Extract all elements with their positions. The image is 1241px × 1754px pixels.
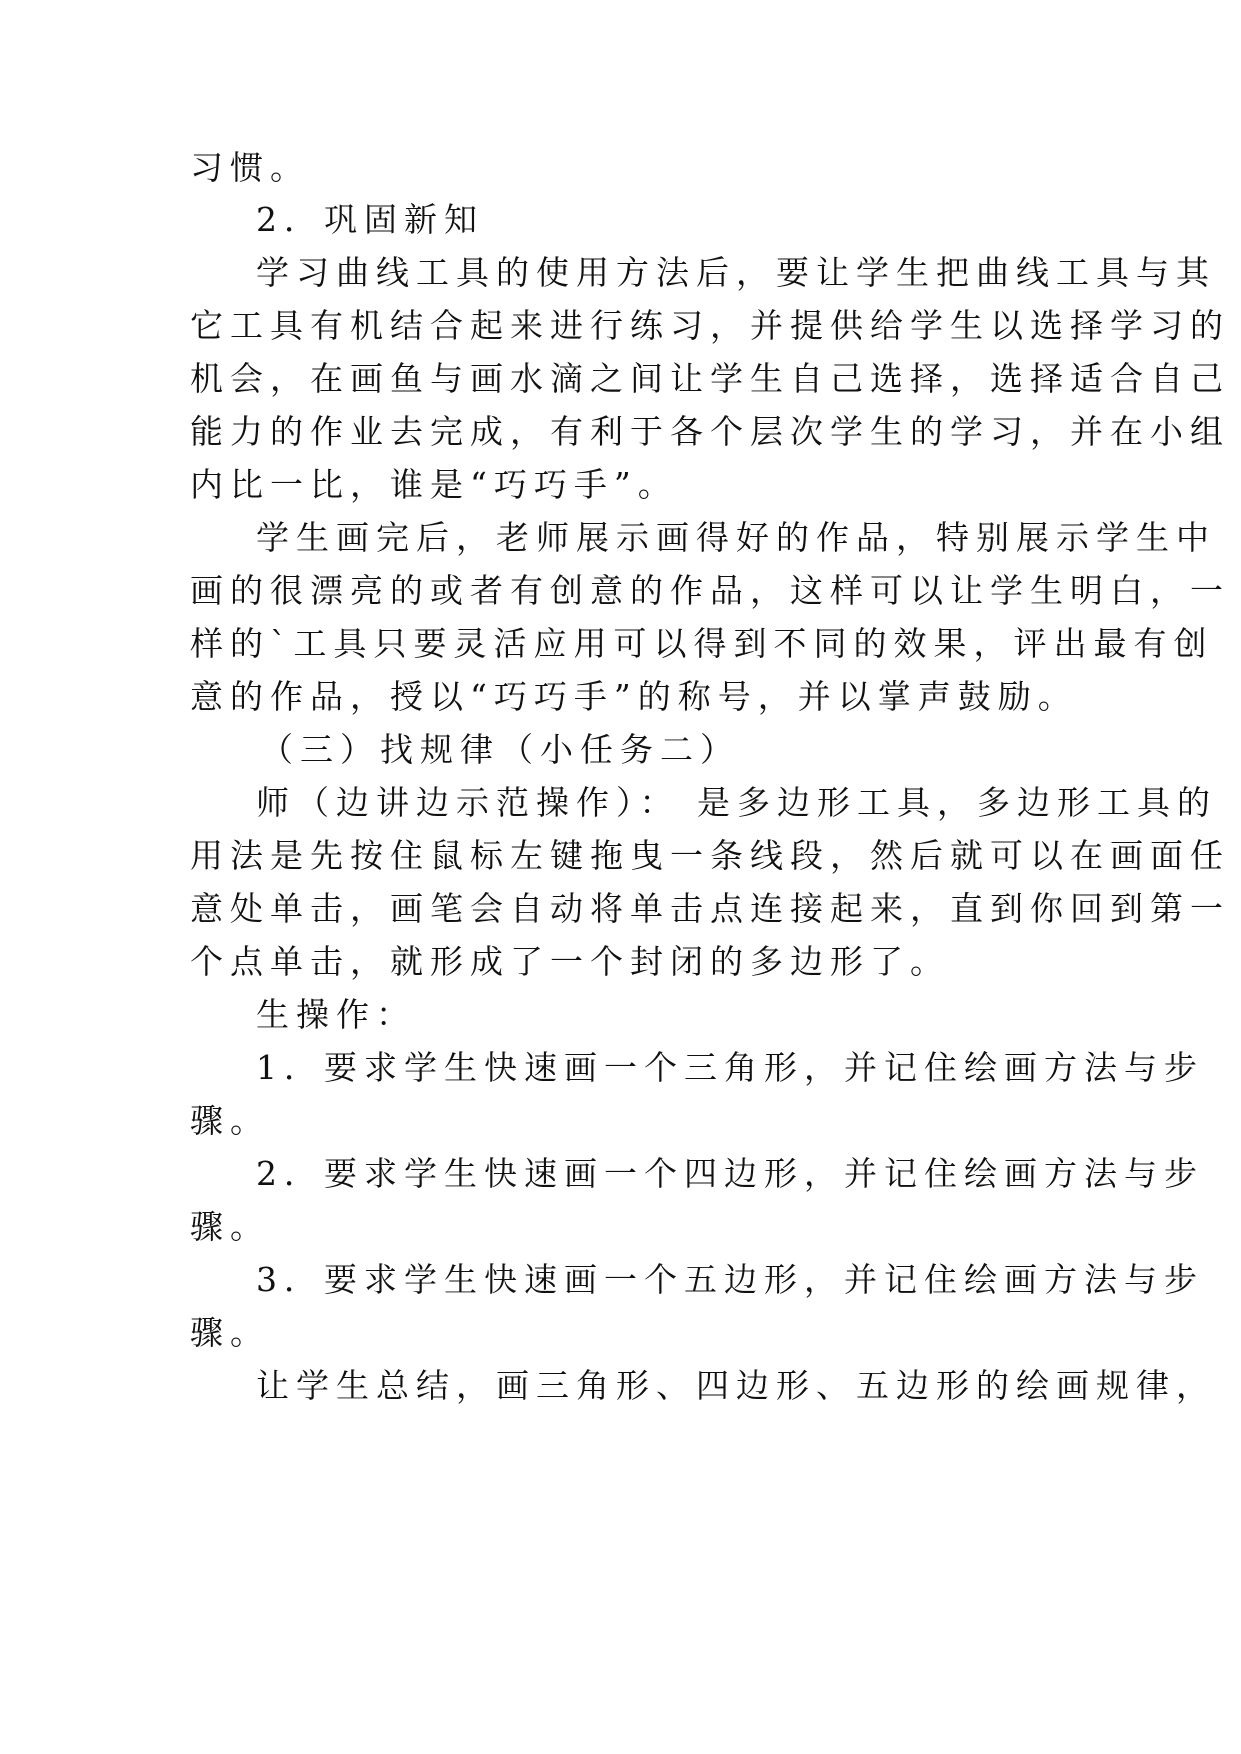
paragraph-line: 样的`工具只要灵活应用可以得到不同的效果，评出最有创: [190, 624, 1214, 663]
list-item-continuation: 骤。: [190, 1101, 270, 1140]
list-item: 2．要求学生快速画一个四边形，并记住绘画方法与步: [256, 1154, 1204, 1193]
paragraph-line: 学习曲线工具的使用方法后，要让学生把曲线工具与其: [256, 253, 1216, 292]
paragraph-line: 它工具有机结合起来进行练习，并提供给学生以选择学习的: [190, 306, 1230, 345]
paragraph-line: 让学生总结，画三角形、四边形、五边形的绘画规律，: [256, 1366, 1216, 1405]
paragraph-line: 意的作品，授以“巧巧手”的称号，并以掌声鼓励。: [190, 677, 1078, 716]
paragraph-line: 学生画完后，老师展示画得好的作品，特别展示学生中: [256, 518, 1216, 557]
paragraph-line: 意处单击，画笔会自动将单击点连接起来，直到你回到第一: [190, 889, 1230, 928]
paragraph-line: 师（边讲边示范操作）： 是多边形工具，多边形工具的: [256, 783, 1217, 822]
paragraph-line: 内比一比，谁是“巧巧手”。: [190, 465, 678, 504]
list-item-continuation: 骤。: [190, 1313, 270, 1352]
list-item: 3．要求学生快速画一个五边形，并记住绘画方法与步: [256, 1260, 1204, 1299]
paragraph-line: 画的很漂亮的或者有创意的作品，这样可以让学生明白，一: [190, 571, 1230, 610]
section-heading: （三）找规律（小任务二）: [260, 730, 740, 769]
list-item: 1．要求学生快速画一个三角形，并记住绘画方法与步: [256, 1048, 1204, 1087]
paragraph-line: 个点单击，就形成了一个封闭的多边形了。: [190, 942, 950, 981]
list-item-continuation: 骤。: [190, 1207, 270, 1246]
paragraph-line: 机会，在画鱼与画水滴之间让学生自己选择，选择适合自己: [190, 359, 1230, 398]
text-line: 习惯。: [190, 148, 310, 187]
section-heading: 2．巩固新知: [256, 200, 484, 239]
paragraph-line: 用法是先按住鼠标左键拖曳一条线段，然后就可以在画面任: [190, 836, 1230, 875]
paragraph-line: 能力的作业去完成，有利于各个层次学生的学习，并在小组: [190, 412, 1230, 451]
paragraph-line: 生操作：: [256, 995, 416, 1034]
